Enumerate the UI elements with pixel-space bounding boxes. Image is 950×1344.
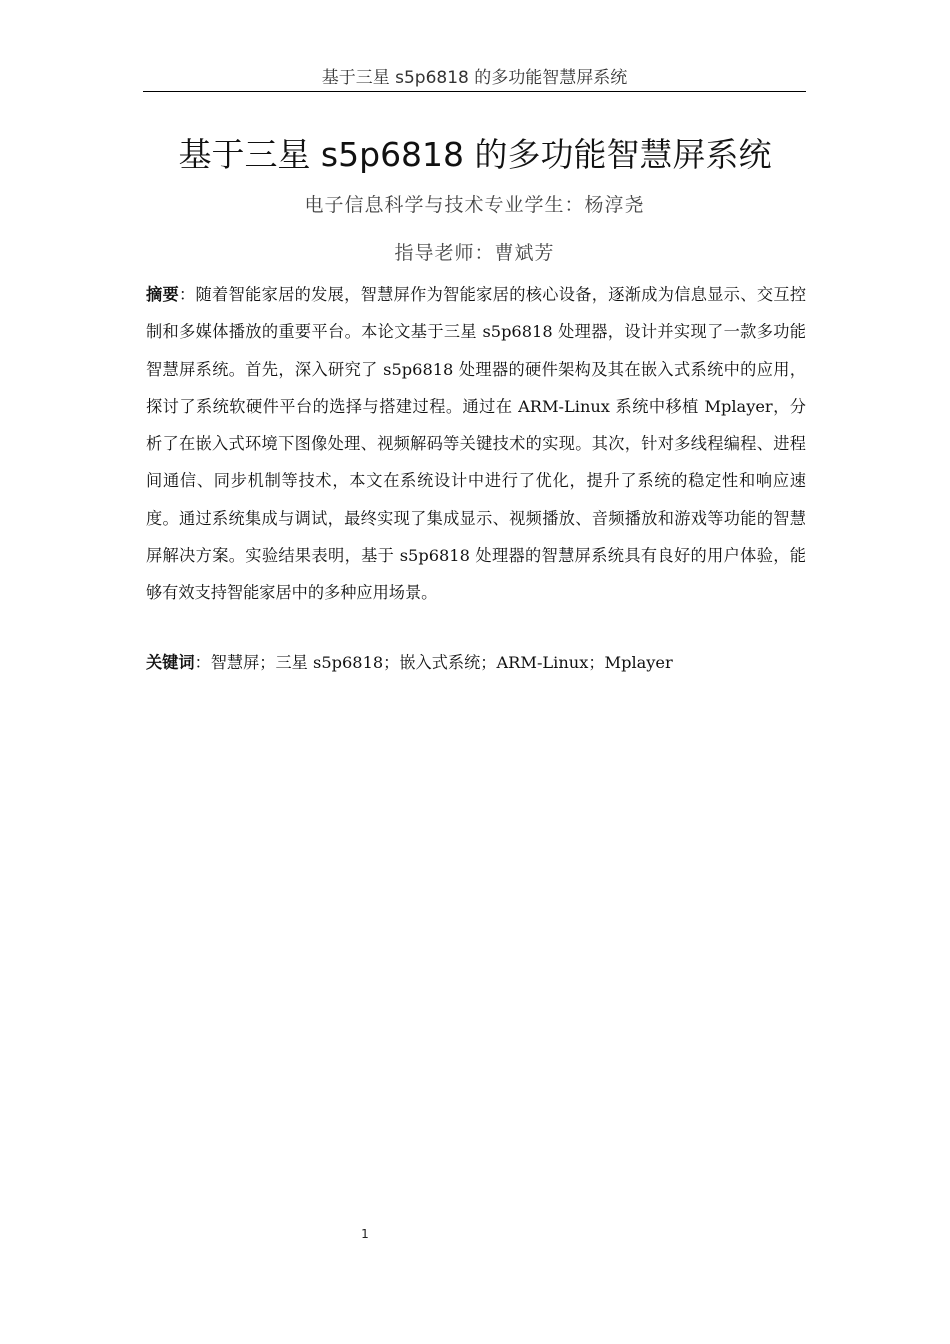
- abstract-text: 随着智能家居的发展，智慧屏作为智能家居的核心设备，逐渐成为信息显示、交互控制和多媒体播放的重要平台。本论文基于三星 s5p6818 处理器，设计并实现了一款多功能智慧屏系统。首先，深入研究了 s5p6818 处理器的硬件架构及其在嵌入式系统中的应用，探讨了系统软硬件平台的选择与搭建过程。通过在 ARM-Linux 系统中移植 Mplayer，分析了在嵌入式环境下图像处理、视频解码等关键技术的实现。其次，针对多线程编程、进程间通信、同步机制等技术，本文在系统设计中进行了优化，提升了系统的稳定性和响应速度。通过系统集成与调试，最终实现了集成显示、视频播放、音频播放和游戏等功能的智慧屏解决方案。实验结果表明，基于 s5p6818 处理器的智慧屏系统具有良好的用户体验，能够有效支持智能家居中的多种应用场景。: [146, 285, 807, 603]
- abstract-label: 摘要: [146, 285, 180, 304]
- keywords-separator: ：: [194, 653, 211, 672]
- advisor-line: 指导老师：曹斌芳: [394, 242, 555, 264]
- abstract-paragraph: [146, 276, 806, 612]
- author-line: 电子信息科学与技术专业学生：杨淳尧: [304, 194, 645, 216]
- keywords-label: 关键词: [146, 653, 195, 672]
- page-number: 1: [361, 1227, 369, 1241]
- header-rule: [143, 91, 806, 92]
- paper-title: 基于三星 s5p6818 的多功能智慧屏系统: [178, 135, 772, 174]
- running-header: 基于三星 s5p6818 的多功能智慧屏系统: [321, 68, 628, 88]
- abstract-separator: ：: [179, 285, 196, 304]
- keywords-paragraph: [146, 646, 806, 680]
- keywords-text: 智慧屏；三星 s5p6818；嵌入式系统；ARM-Linux；Mplayer: [210, 653, 673, 672]
